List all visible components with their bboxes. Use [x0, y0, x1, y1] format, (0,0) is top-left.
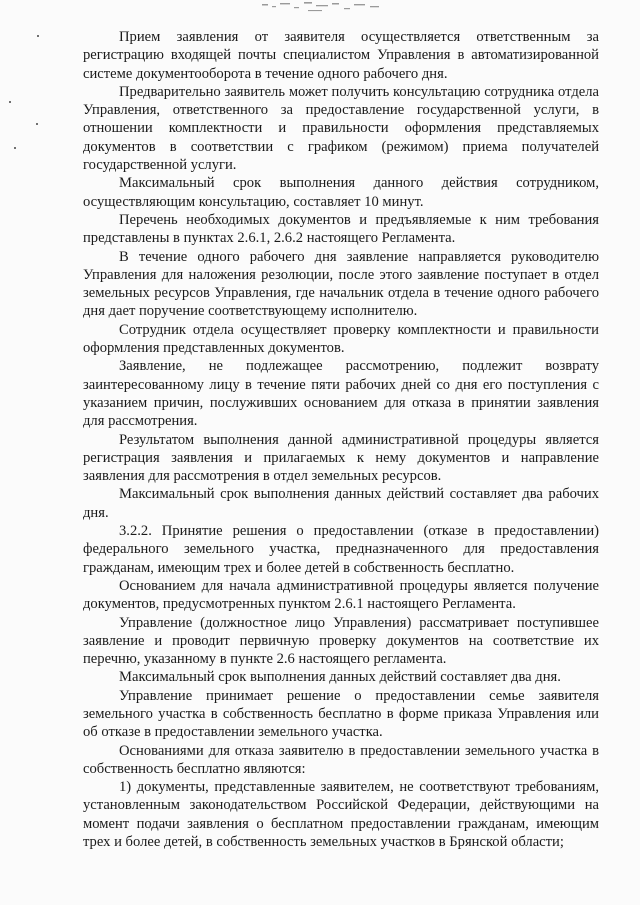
paragraph: Заявление, не подлежащее рассмотрению, подлежит возврату заинтересованному лицу в течение пяти рабочих дней со дня его поступления с указанием причин, послуживших основанием для отказа в принятии заявления для рассмотрения. — [83, 358, 599, 430]
paragraph: В течение одного рабочего дня заявление направляется руководителю Управления для наложения резолюции, после этого заявление поступает в отдел земельных ресурсов Управления, где начальник отдела в течение одного рабочего дня дает поручение соответствующему исполнителю. — [83, 248, 599, 320]
paragraph: Прием заявления от заявителя осуществляется ответственным за регистрацию входящей почты специалистом Управления в автоматизированной системе документооборота в течение одного рабочего дня. — [83, 29, 599, 82]
scan-speck — [9, 101, 11, 103]
paragraph: Основанием для начала административной процедуры является получение документов, предусмотренных пунктом 2.6.1 настоящего Регламента. — [83, 577, 599, 613]
paragraph: Основаниями для отказа заявителю в предоставлении земельного участка в собственность бесплатно являются: — [83, 742, 599, 777]
paragraph: Результатом выполнения данной административной процедуры является регистрация заявления и прилагаемых к нему документов и направление заявления для рассмотрения в отдел земельных ресурсов. — [83, 431, 599, 485]
scan-speck — [37, 35, 39, 37]
paragraph: Управление (должностное лицо Управления) рассматривает поступившее заявление и проводит первичную проверку документов на соответствие их перечню, указанному в пункте 2.6 настоящего регламента. — [83, 614, 599, 668]
paragraph: Предварительно заявитель может получить консультацию сотрудника отдела Управления, ответственного за предоставление государственной услуги, в отношении комплектности и правильности оформления представляемых документов в соответствии с графиком (режимом) приема получателей государственной услуги. — [83, 83, 599, 174]
scan-speck — [36, 123, 38, 125]
paragraph: Перечень необходимых документов и предъявляемые к ним требования представлены в пунктах 2.6.1, 2.6.2 настоящего Регламента. — [83, 211, 599, 247]
paragraph: Максимальный срок выполнения данного действия сотрудником, осуществляющим консультацию, составляет 10 минут. — [83, 175, 599, 210]
paragraph: Максимальный срок выполнения данных действий составляет два дня. — [119, 669, 561, 686]
paragraph: Управление принимает решение о предоставлении семье заявителя земельного участка в собственность бесплатно в форме приказа Управления или об отказе в предоставлении земельного участка. — [83, 687, 599, 741]
list-item-paragraph: 1) документы, представленные заявителем, не соответствуют требованиям, установленным законодательством Российской Федерации, действующими на момент подачи заявления о бесплатном предоставлении гражданам, имеющим трех и более детей, в собственность земельных участков в Брянской области; — [83, 779, 599, 851]
document-body — [83, 28, 599, 851]
paragraph: Максимальный срок выполнения данных действий составляет два рабочих дня. — [83, 486, 599, 521]
section-heading-paragraph: 3.2.2. Принятие решения о предоставлении (отказе в предоставлении) федерального земельного участка, предназначенного для предоставления гражданам, имеющим трех и более детей в собственность бесплатно. — [83, 523, 599, 576]
scan-artifact — [260, 0, 390, 14]
paragraph: Сотрудник отдела осуществляет проверку комплектности и правильности оформления представленных документов. — [83, 321, 599, 357]
scan-speck — [14, 147, 16, 149]
